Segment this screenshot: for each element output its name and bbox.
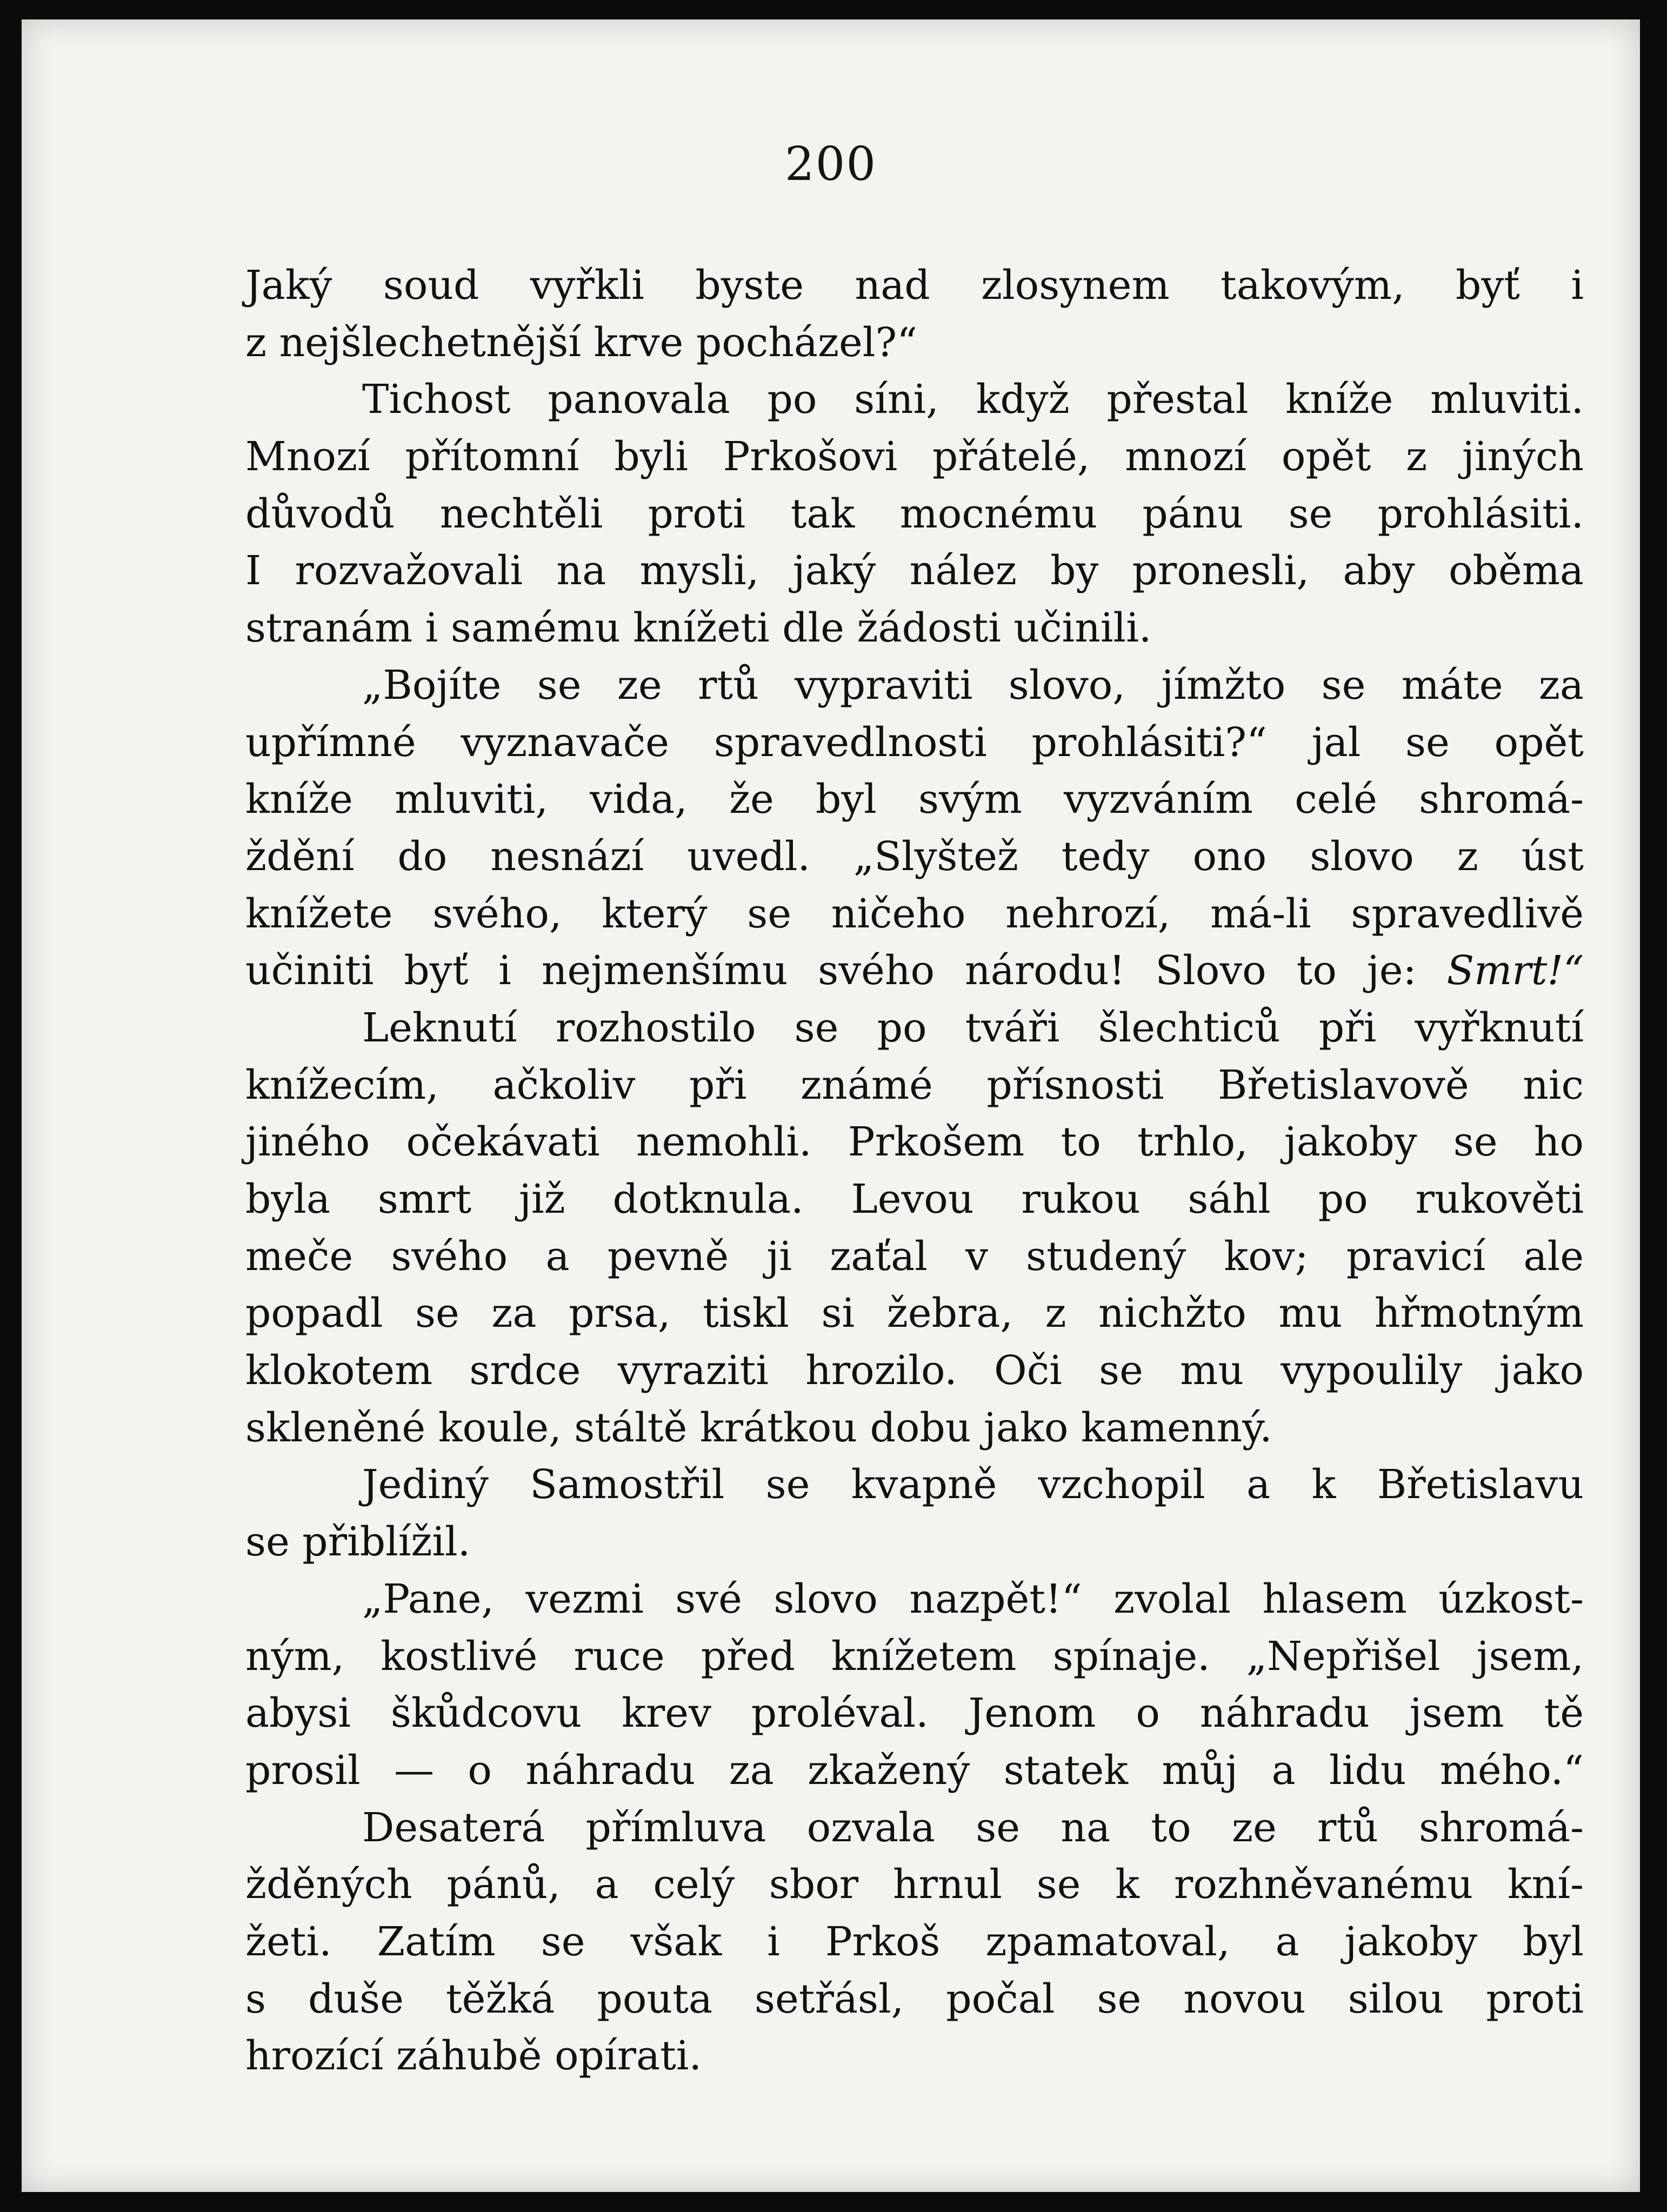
text-line: I rozvažovali na mysli, jaký nález by pronesli, aby oběma	[245, 547, 1584, 594]
text-line: hrozící záhubě opírati.	[245, 2033, 702, 2080]
emphasis-smrt: Smrt!“	[1446, 947, 1584, 994]
text-line: se přiblížil.	[245, 1519, 471, 1566]
text-line: Desaterá přímluva ozvala se na to ze rtů shromá-	[362, 1804, 1584, 1851]
text-line: klokotem srdce vyraziti hrozilo. Oči se mu vypoulily jako	[245, 1347, 1584, 1394]
text-line: knížete svého, který se ničeho nehrozí, má-li spravedlivě	[245, 890, 1584, 937]
text-line: Jaký soud vyřkli byste nad zlosynem takovým, byť i	[245, 262, 1584, 309]
page-number: 200	[784, 137, 877, 191]
text-line: ždění do nesnází uvedl. „Slyštež tedy ono slovo z úst	[245, 833, 1584, 880]
book-page	[22, 19, 1640, 2192]
text-line: popadl se za prsa, tiskl si žebra, z nichžto mu hřmotným	[245, 1290, 1584, 1337]
text-line: důvodů nechtěli proti tak mocnému pánu se prohlásiti.	[245, 490, 1584, 537]
text-line: Leknutí rozhostilo se po tváři šlechticů při vyřknutí	[362, 1004, 1584, 1051]
text-line: učiniti byť i nejmenšímu svého národu! Slovo to je: Smrt!“	[245, 947, 1584, 994]
text-line: žeti. Zatím se však i Prkoš zpamatoval, a jakoby byl	[245, 1918, 1584, 1965]
text-line: stranám i samému knížeti dle žádosti učinili.	[245, 605, 1152, 652]
text-line: knížecím, ačkoliv při známé přísnosti Břetislavově nic	[245, 1061, 1584, 1108]
text-line: byla smrt již dotknula. Levou rukou sáhl po rukověti	[245, 1176, 1584, 1222]
text-line: ným, kostlivé ruce před knížetem spínaje. „Nepřišel jsem,	[245, 1633, 1584, 1680]
text-line: abysi škůdcovu krev proléval. Jenom o náhradu jsem tě	[245, 1690, 1584, 1737]
text-line: žděných pánů, a celý sbor hrnul se k rozhněvanému kní-	[245, 1861, 1584, 1908]
text-line: Jediný Samostřil se kvapně vzchopil a k Břetislavu	[362, 1461, 1584, 1508]
text-line: kníže mluviti, vida, že byl svým vyzváním celé shromá-	[245, 776, 1584, 823]
text-line: prosil — o náhradu za zkažený statek můj a lidu mého.“	[245, 1747, 1584, 1794]
text-line: upřímné vyznavače spravedlnosti prohlásiti?“ jal se opět	[245, 719, 1584, 766]
text-line: z nejšlechetnější krve pocházel?“	[245, 319, 917, 366]
text-line: meče svého a pevně ji zaťal v studený kov; pravicí ale	[245, 1233, 1584, 1280]
text-line: „Bojíte se ze rtů vypraviti slovo, jímžto se máte za	[362, 661, 1584, 709]
text-line: Tichost panovala po síni, když přestal kníže mluviti.	[362, 376, 1584, 423]
body-text	[245, 257, 1584, 2085]
text-line: „Pane, vezmi své slovo nazpět!“ zvolal hlasem úzkost-	[362, 1575, 1584, 1622]
text-line: Mnozí přítomní byli Prkošovi přátelé, mnozí opět z jiných	[245, 433, 1584, 480]
text-line: s duše těžká pouta setřásl, počal se novou silou proti	[245, 1975, 1584, 2022]
text-line: jiného očekávati nemohli. Prkošem to trhlo, jakoby se ho	[245, 1119, 1584, 1166]
text-line: skleněné koule, stáltě krátkou dobu jako kamenný.	[245, 1404, 1272, 1451]
